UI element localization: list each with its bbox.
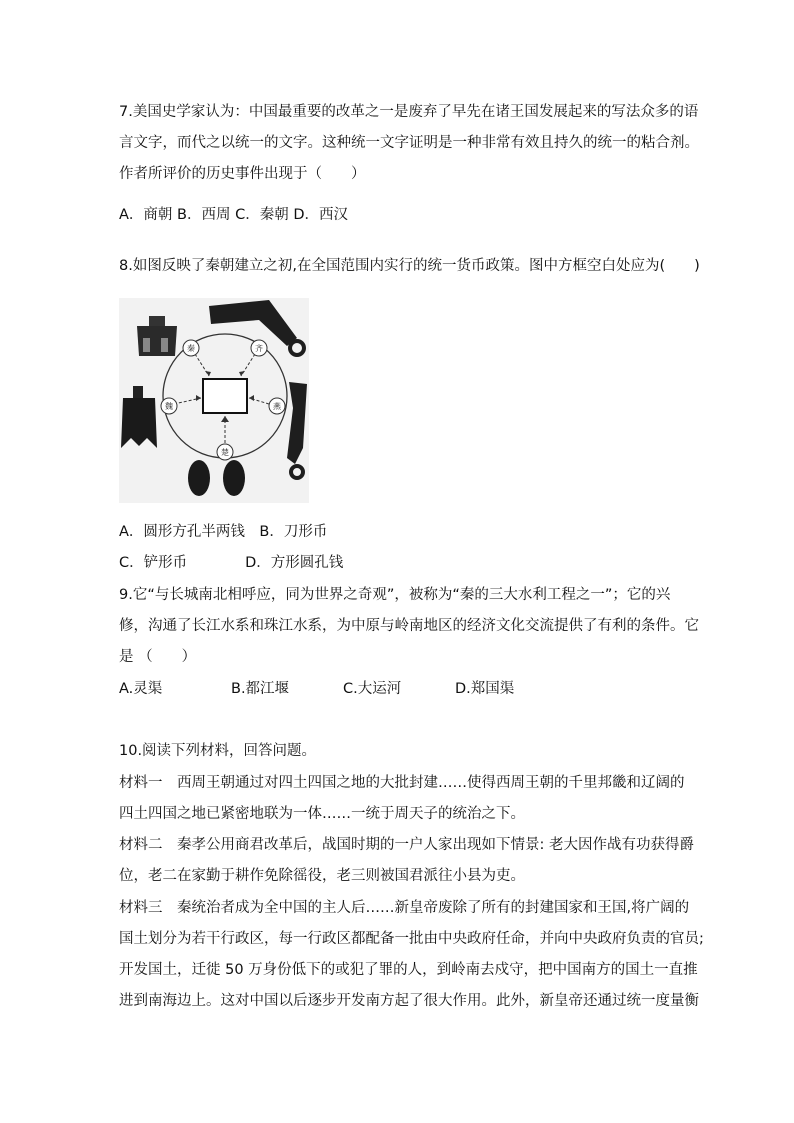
currency-diagram: [119, 298, 309, 503]
q10-material-3-line-3: 开发国土，迁徙 50 万身份低下的或犯了罪的人，到岭南去戍守，把中国南方的国土一直推: [119, 962, 698, 978]
state-label-yan: 燕: [273, 402, 281, 411]
state-label-qin: 秦: [187, 344, 195, 353]
blank-box: [203, 379, 247, 413]
q10-material-2-line-2: 位，老二在家勤于耕作免除徭役，老三则被国君派往小县为吏。: [119, 868, 525, 884]
spade-coin-icon: [137, 316, 177, 356]
knife-coin-right-icon: [287, 382, 307, 478]
q10-material-3-line-4: 进到南海边上。这对中国以后逐步开发南方起了很大作用。此外，新皇帝还通过统一度量衡: [119, 993, 699, 1009]
q9-stem-line-1: 9.它“与长城南北相呼应，同为世界之奇观”，被称为“秦的三大水利工程之一”；它的兴: [119, 587, 671, 603]
q10-stem: 10.阅读下列材料，回答问题。: [119, 743, 317, 759]
q10-material-3-line-2: 国土划分为若干行政区，每一行政区都配备一批由中央政府任命，并向中央政府负责的官员;: [119, 931, 704, 947]
state-label-qi: 齐: [255, 344, 263, 353]
q9-option-b: B.都江堰: [231, 681, 290, 697]
q7-options: A．商朝 B．西周 C．秦朝 D．西汉: [119, 207, 348, 223]
pointed-spade-coin-icon: [121, 386, 157, 448]
currency-unification-figure: [119, 298, 309, 503]
state-label-wei: 魏: [165, 402, 173, 411]
q8-options-row-1: A．圆形方孔半两钱 B．刀形币: [119, 524, 328, 540]
q8-stem: 8.如图反映了秦朝建立之初,在全国范围内实行的统一货币政策。图中方框空白处应为( ): [119, 258, 700, 274]
state-label-chu: 楚: [221, 448, 229, 457]
q9-option-c: C.大运河: [343, 681, 402, 697]
q7-stem-line-2: 言文字，而代之以统一的文字。这种统一文字证明是一种非常有效且持久的统一的粘合剂。: [119, 135, 699, 151]
q10-material-1-line-2: 四土四国之地已紧密地联为一体……一统于周天子的统治之下。: [119, 806, 525, 822]
q7-stem-line-1: 7.美国史学家认为：中国最重要的改革之一是废弃了早先在诸王国发展起来的写法众多的语: [119, 104, 699, 120]
q9-stem-line-3: 是 （ ）: [119, 649, 197, 665]
q10-material-1-line-1: 材料一 西周王朝通过对四土四国之地的大批封建……使得西周王朝的千里邦畿和辽阔的: [119, 775, 685, 791]
q7-stem-line-3: 作者所评价的历史事件出现于（ ）: [119, 166, 366, 182]
q9-option-a: A.灵渠: [119, 681, 163, 697]
q10-material-2-line-1: 材料二 秦孝公用商君改革后，战国时期的一户人家出现如下情景: 老大因作战有功获得爵: [119, 837, 694, 853]
q8-options-row-2: C．铲形币 D．方形圆孔钱: [119, 555, 344, 571]
q10-material-3-line-1: 材料三 秦统治者成为全中国的主人后……新皇帝废除了所有的封建国家和王国,将广阔的: [119, 900, 690, 916]
q9-stem-line-2: 修，沟通了长江水系和珠江水系，为中原与岭南地区的经济文化交流提供了有利的条件。它: [119, 618, 699, 634]
q9-option-d: D.郑国渠: [455, 681, 515, 697]
ant-nose-coin-icon: [188, 460, 245, 496]
